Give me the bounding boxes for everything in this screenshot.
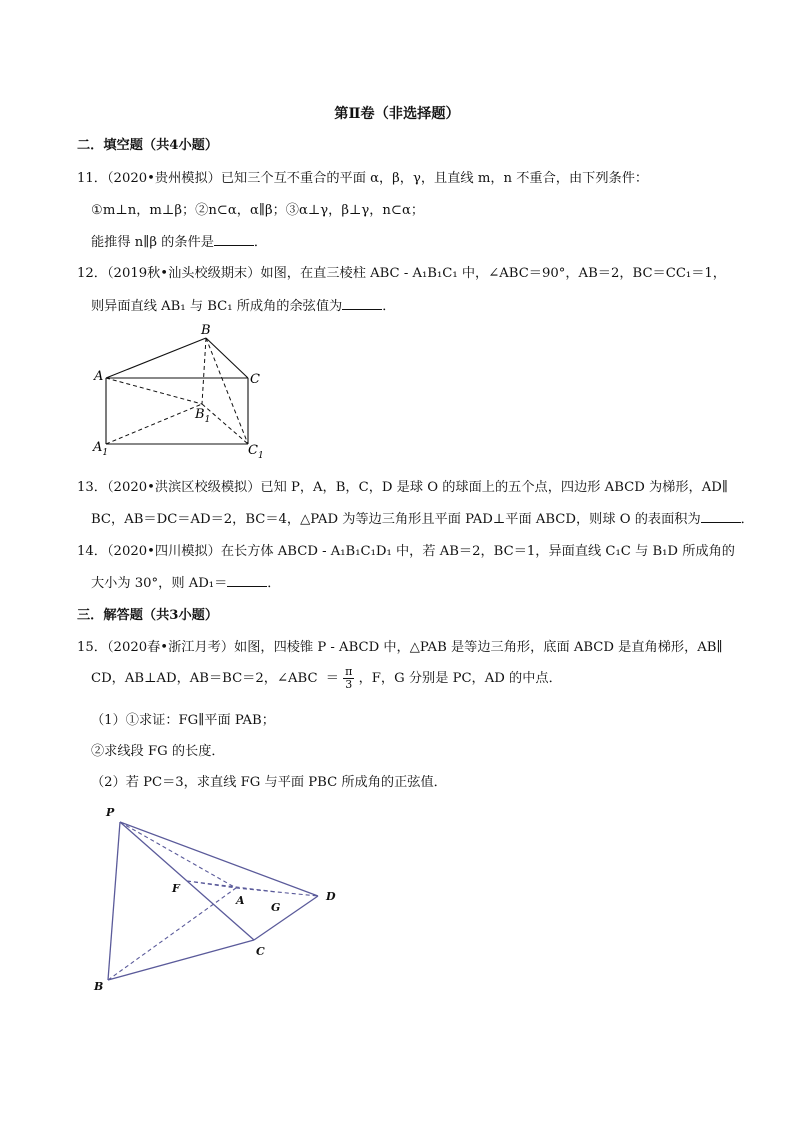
label-A1-sub: 1 (102, 448, 109, 458)
q11-line2: ①m⊥n，m⊥β；②n⊂α，α∥β；③α⊥γ，β⊥γ，n⊂α； (91, 203, 425, 218)
edge-PD (120, 822, 318, 896)
q11-line3-text: 能推得 n∥β 的条件是 (91, 235, 214, 250)
pyramid-figure (90, 800, 350, 1000)
fraction-denominator: 3 (345, 678, 353, 691)
q14-line2-text: 大小为 30°，则 AD₁＝ (91, 576, 228, 591)
label-F: F (172, 882, 180, 895)
fraction-pi-over-3 (343, 666, 354, 691)
q14-line1: 14．（2020•四川模拟）在长方体 ABCD - A₁B₁C₁D₁ 中，若 AB＝2，BC＝1，异面直线 C₁C 与 B₁D 所成角的 (77, 544, 735, 559)
q15-sub1: （1）①求证：FG∥平面 PAB； (91, 713, 275, 728)
segment-FG (187, 881, 277, 892)
label-C: C (256, 945, 265, 958)
q11-line1: 11．（2020•贵州模拟）已知三个互不重合的平面 α，β，γ，且直线 m，n 不重合，由下列条件： (77, 171, 649, 186)
edge-CD (254, 896, 318, 940)
edge-BC1 (206, 338, 248, 444)
q15-sub1b: ②求线段 FG 的长度． (91, 744, 225, 759)
q11-answer-blank[interactable] (214, 233, 254, 246)
edge-AB1 (106, 378, 202, 404)
q13-line2: BC，AB＝DC＝AD＝2，BC＝4，△PAD 为等边三角形且平面 PAD⊥平面 ABCD，则球 O 的表面积为 ． (91, 512, 754, 527)
q13-line2-text: BC，AB＝DC＝AD＝2，BC＝4，△PAD 为等边三角形且平面 PAD⊥平面 ABCD，则球 O 的表面积为 (91, 512, 701, 527)
label-G: G (271, 901, 281, 914)
label-C1 (248, 443, 264, 461)
label-C1-sub: 1 (257, 451, 264, 461)
edge-BA (108, 888, 236, 980)
q12-line2: 则异面直线 AB₁ 与 BC₁ 所成角的余弦值为 ． (91, 299, 396, 314)
fraction-numerator: π (345, 665, 353, 678)
q13-line1: 13．（2020•洪滨区校级模拟）已知 P，A，B，C，D 是球 O 的球面上的五个点，四边形 ABCD 为梯形，AD∥ (77, 480, 728, 495)
edge-BB1 (202, 338, 206, 404)
label-C: C (250, 372, 260, 387)
q15-line1: 15．（2020春•浙江月考）如图，四棱锥 P - ABCD 中，△PAB 是等边三角形，底面 ABCD 是直角梯形，AB∥ (77, 640, 723, 655)
label-B1-letter: B (195, 407, 205, 422)
prism-figure (88, 320, 278, 462)
edge-A1B1 (106, 404, 202, 444)
q15-line2b: ，F，G 分别是 PC，AD 的中点． (358, 671, 562, 686)
section-fill-blank-heading: 二．填空题（共4小题） (77, 138, 219, 153)
q14-line2: 大小为 30°，则 AD₁＝ ． (91, 576, 281, 591)
edge-AB (106, 338, 206, 378)
edge-PB (108, 822, 120, 980)
q15-sub2: （2）若 PC＝3，求直线 FG 与平面 PBC 所成角的正弦值． (91, 775, 447, 790)
label-C1-letter: C (248, 443, 258, 458)
label-A: A (94, 369, 104, 384)
q13-answer-blank[interactable] (701, 510, 741, 523)
edge-BC (206, 338, 248, 378)
q11-line3: 能推得 n∥β 的条件是 ． (91, 235, 268, 250)
section-solve-heading: 三．解答题（共3小题） (77, 608, 219, 623)
page-title: 第Ⅱ卷（非选择题） (334, 106, 460, 122)
label-B1-sub: 1 (204, 415, 211, 425)
label-D: D (326, 890, 336, 903)
q12-answer-blank[interactable] (342, 297, 382, 310)
q15-line2a: CD，AB⊥AD，AB＝BC＝2，∠ABC (91, 671, 318, 686)
label-A1-letter: A (93, 440, 103, 455)
q14-answer-blank[interactable] (227, 574, 267, 587)
label-B: B (201, 323, 211, 338)
label-A: A (236, 894, 245, 907)
q12-line1: 12．（2019秋•汕头校级期末）如图，在直三棱柱 ABC - A₁B₁C₁ 中，∠ABC＝90°，AB＝2，BC＝CC₁＝1， (77, 266, 726, 281)
label-B: B (94, 980, 104, 993)
edge-PA (120, 822, 236, 888)
label-P: P (106, 806, 115, 819)
q15-line2: CD，AB⊥AD，AB＝BC＝2，∠ABC ＝ $\frac{\pi}{3}$ ，F，G 分别是 PC，AD 的中点． (91, 665, 562, 691)
edge-BC (108, 940, 254, 980)
q12-line2-text: 则异面直线 AB₁ 与 BC₁ 所成角的余弦值为 (91, 299, 343, 314)
